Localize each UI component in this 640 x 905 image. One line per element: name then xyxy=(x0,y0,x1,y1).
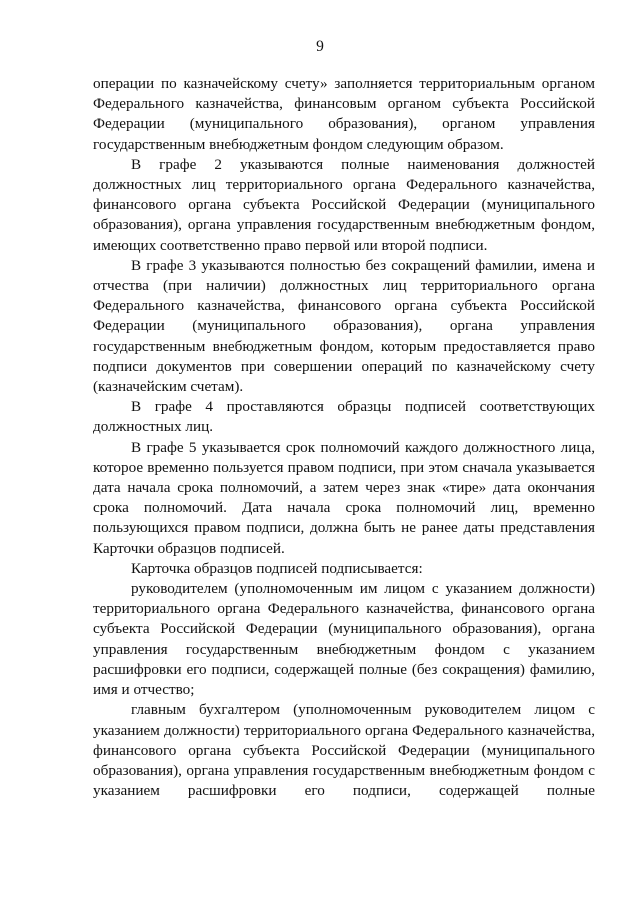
paragraph-signer-accountant: главным бухгалтером (уполномоченным руководителем лицом с указанием должности) территориального органа Федерального казначейства, финансового органа субъекта Российской Федерации (муниципального образования), органа управления государственным внебюджетным фондом с указанием расшифровки его подписи, содержащей полные xyxy=(93,701,595,800)
paragraph-column-5: В графе 5 указывается срок полномочий каждого должностного лица, которое временно пользуется правом подписи, при этом сначала указывается дата начала срока полномочий, а затем через знак «тире» дата окончания срока полномочий. Дата начала срока полномочий лиц, временно пользующихся правом подписи, должна быть не ранее даты представления Карточки образцов подписей. xyxy=(93,438,595,557)
document-body xyxy=(93,74,595,801)
paragraph-column-3: В графе 3 указываются полностью без сокращений фамилии, имена и отчества (при наличии) должностных лиц территориального органа Федерального казначейства, финансового органа субъекта Российской Федерации (муниципального образования), органа управления государственным внебюджетным фондом, которым предоставляется право подписи документов при совершении операций по казначейскому счету (казначейским счетам). xyxy=(93,256,595,396)
paragraph-signing-intro: Карточка образцов подписей подписывается: xyxy=(131,559,423,577)
paragraph-continuation: операции по казначейскому счету» заполняется территориальным органом Федерального казначейства, финансовым органом субъекта Российской Федерации (муниципального образования), органом управления государственным внебюджетным фондом следующим образом. xyxy=(93,75,595,153)
paragraph-column-2: В графе 2 указываются полные наименования должностей должностных лиц территориального органа Федерального казначейства, финансового органа субъекта Российской Федерации (муниципального образования), органа управления государственным внебюджетным фондом, имеющих соответственно право первой или второй подписи. xyxy=(93,155,595,254)
paragraph-signer-head: руководителем (уполномоченным им лицом с указанием должности) территориального органа Федерального казначейства, финансового органа субъекта Российской Федерации (муниципального образования), органа управления государственным внебюджетным фондом с указанием расшифровки его подписи, содержащей полные (без сокращения) фамилию, имя и отчество; xyxy=(93,580,595,699)
page-number: 9 xyxy=(316,38,324,55)
paragraph-column-4: В графе 4 проставляются образцы подписей соответствующих должностных лиц. xyxy=(93,398,595,436)
